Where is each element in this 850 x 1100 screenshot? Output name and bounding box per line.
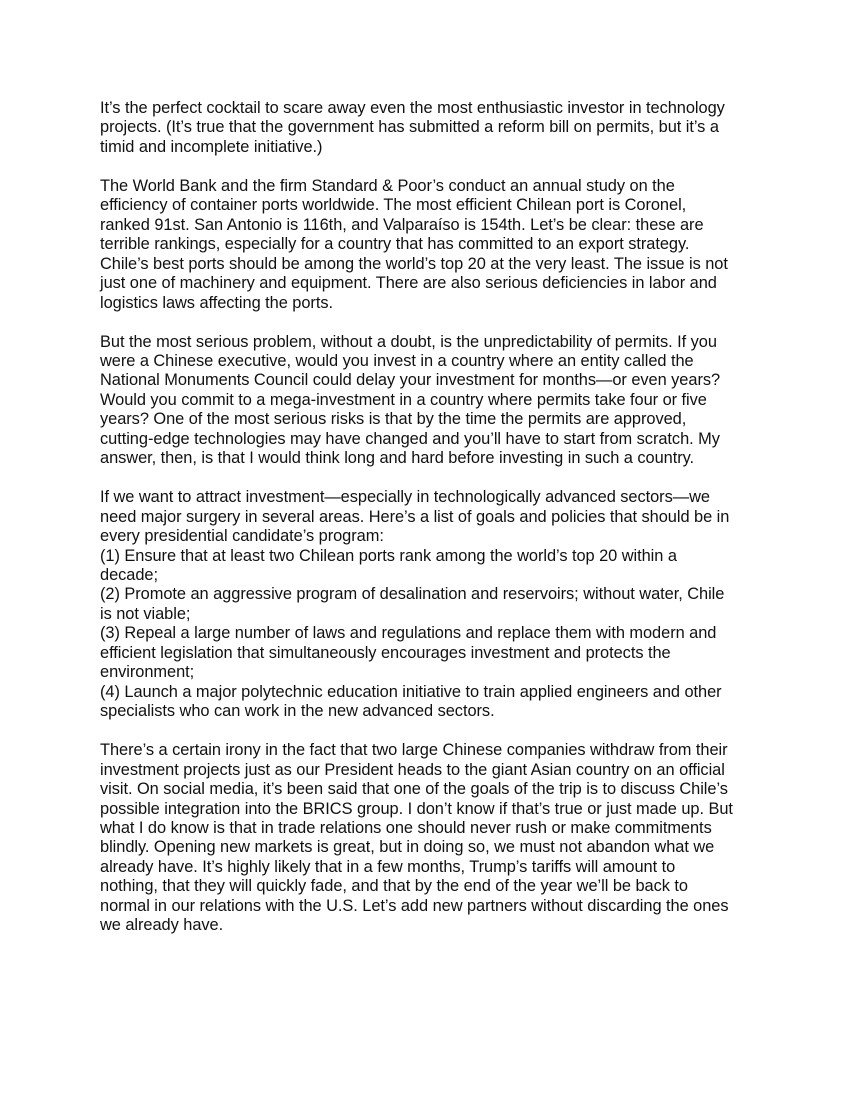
text-line: terrible rankings, especially for a country that has committed to an export strategy. (100, 235, 690, 254)
paragraph-2 (100, 177, 756, 313)
text-line: already have. It’s highly likely that in a few months, Trump’s tariffs will amount to (100, 857, 676, 876)
text-line: It’s the perfect cocktail to scare away even the most enthusiastic investor in technology (100, 99, 725, 117)
text-line: nothing, that they will quickly fade, and that by the end of the year we’ll be back to (100, 877, 688, 896)
text-line: efficiency of container ports worldwide. The most efficient Chilean port is Coronel, (100, 196, 687, 215)
text-line: National Monuments Council could delay your investment for months—or even years? (100, 371, 721, 390)
paragraph-3 (100, 333, 756, 469)
list-item-line: efficient legislation that simultaneously encourages investment and protects the (100, 643, 671, 662)
list-item-line: (4) Launch a major polytechnic education initiative to train applied engineers and other (100, 682, 722, 701)
text-line: logistics laws affecting the ports. (100, 293, 333, 312)
list-item-line: is not viable; (100, 604, 191, 623)
text-line: projects. (It’s true that the government has submitted a reform bill on permits, but it’s a (100, 118, 719, 137)
text-line: what I do know is that in trade relations one should never rush or make commitments (100, 818, 712, 837)
text-line: possible integration into the BRICS group. I don’t know if that’s true or just made up. But (100, 799, 733, 818)
text-line: Chile’s best ports should be among the world’s top 20 at the very least. The issue is not (100, 254, 728, 273)
text-line: years? One of the most serious risks is that by the time the permits are approved, (100, 410, 687, 429)
text-line: ranked 91st. San Antonio is 116th, and Valparaíso is 154th. Let’s be clear: these are (100, 215, 704, 234)
text-line: investment projects just as our President heads to the giant Asian country on an official (100, 760, 725, 779)
text-line: timid and incomplete initiative.) (100, 137, 323, 156)
text-line: There’s a certain irony in the fact that two large Chinese companies withdraw from their (100, 741, 728, 760)
text-line: blindly. Opening new markets is great, but in doing so, we must not abandon what we (100, 838, 715, 857)
text-line: normal in our relations with the U.S. Let’s add new partners without discarding the ones (100, 896, 729, 915)
text-line: If we want to attract investment—especially in technologically advanced sectors—we (100, 488, 710, 507)
text-line: we already have. (100, 916, 224, 935)
text-line: cutting-edge technologies may have changed and you’ll have to start from scratch. My (100, 429, 720, 448)
text-line: visit. On social media, it’s been said that one of the goals of the trip is to discuss Chile’s (100, 780, 728, 799)
list-item-line: (1) Ensure that at least two Chilean ports rank among the world’s top 20 within a (100, 546, 677, 565)
list-item-line: environment; (100, 663, 195, 682)
list-item-line: decade; (100, 566, 158, 585)
text-line: Would you commit to a mega-investment in a country where permits take four or five (100, 390, 707, 409)
paragraph-5 (100, 741, 756, 936)
document-page (100, 99, 756, 955)
list-item-line: (2) Promote an aggressive program of desalination and reservoirs; without water, Chile (100, 585, 725, 604)
text-line: need major surgery in several areas. Here’s a list of goals and policies that should be in (100, 507, 730, 526)
text-line: every presidential candidate’s program: (100, 527, 384, 546)
list-item-line: specialists who can work in the new advanced sectors. (100, 702, 495, 721)
text-line: But the most serious problem, without a doubt, is the unpredictability of permits. If you (100, 332, 717, 351)
text-line: answer, then, is that I would think long and hard before investing in such a country. (100, 449, 695, 468)
paragraph-1 (100, 99, 756, 157)
text-line: were a Chinese executive, would you invest in a country where an entity called the (100, 351, 694, 370)
text-line: The World Bank and the firm Standard & Poor’s conduct an annual study on the (100, 176, 675, 195)
list-item-line: (3) Repeal a large number of laws and regulations and replace them with modern and (100, 624, 717, 643)
paragraph-4 (100, 488, 756, 721)
text-line: just one of machinery and equipment. There are also serious deficiencies in labor and (100, 274, 717, 293)
